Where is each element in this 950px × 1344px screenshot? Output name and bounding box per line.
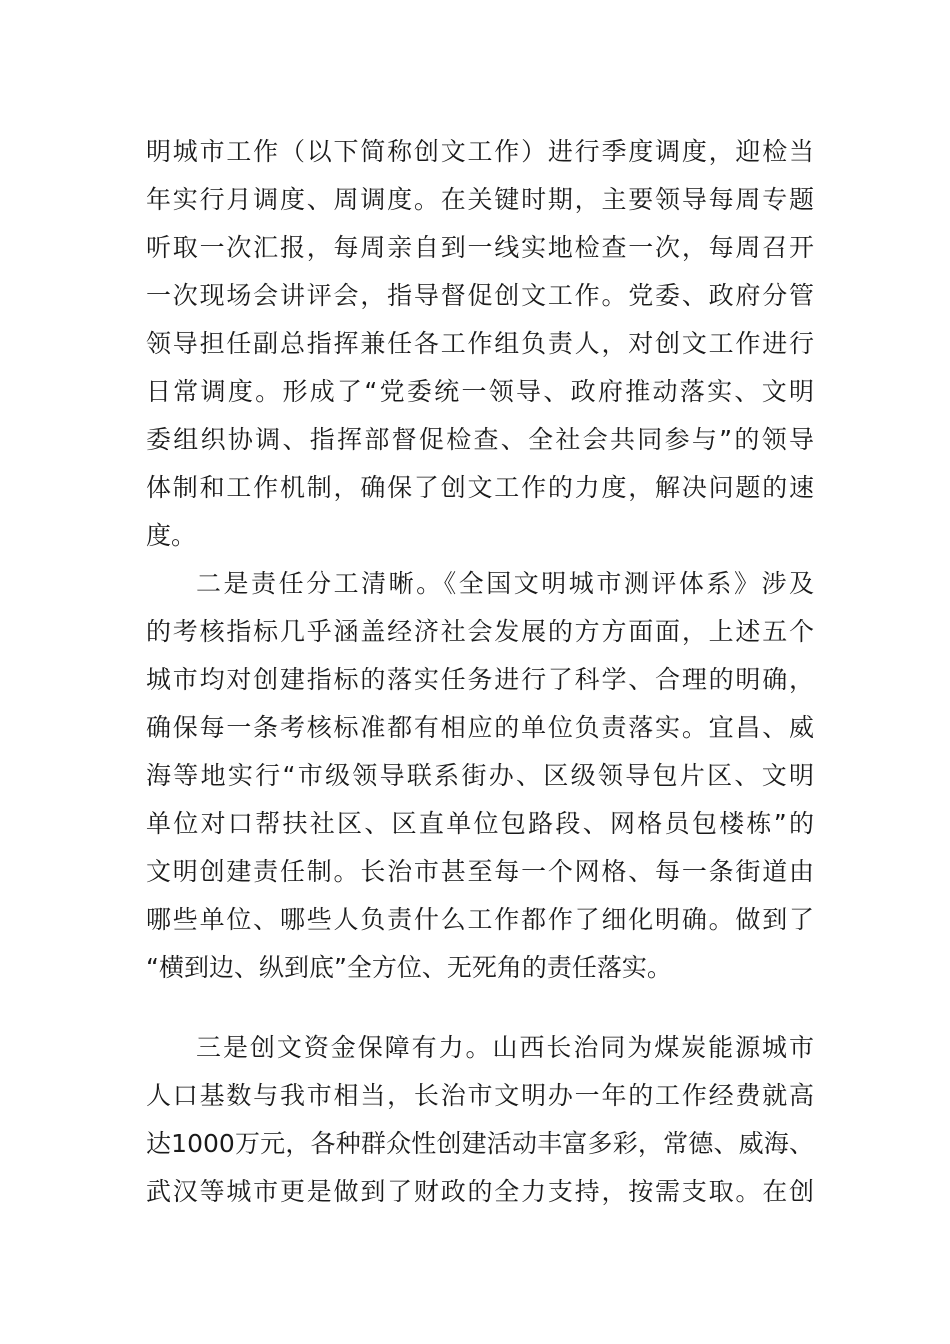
text-line: 明城市工作（以下简称创文工作）进行季度调度，迎检当: [146, 137, 814, 166]
text-line: 单位对口帮扶社区、区直单位包路段、网格员包楼栋”的: [146, 809, 814, 838]
text-line: 年实行月调度、周调度。在关键时期，主要领导每周专题: [146, 185, 814, 214]
text-line: 达1000万元，各种群众性创建活动丰富多彩，常德、威海、: [146, 1129, 814, 1158]
text-line: 一次现场会讲评会，指导督促创文工作。党委、政府分管: [146, 281, 814, 310]
text-line: “横到边、纵到底”全方位、无死角的责任落实。: [146, 953, 672, 982]
text-line: 文明创建责任制。长治市甚至每一个网格、每一条街道由: [146, 857, 814, 886]
text-line: 海等地实行“市级领导联系街办、区级领导包片区、文明: [146, 761, 814, 790]
text-line: 城市均对创建指标的落实任务进行了科学、合理的明确，: [146, 665, 814, 694]
text-line: 领导担任副总指挥兼任各工作组负责人，对创文工作进行: [146, 329, 814, 358]
paragraph-first-line: 三是创文资金保障有力。山西长治同为煤炭能源城市: [196, 1033, 814, 1062]
text-line: 度。: [146, 521, 197, 550]
paragraph-first-line: 二是责任分工清晰。《全国文明城市测评体系》涉及: [196, 569, 814, 598]
text-line: 人口基数与我市相当，长治市文明办一年的工作经费就高: [146, 1081, 814, 1110]
text-line: 的考核指标几乎涵盖经济社会发展的方方面面，上述五个: [146, 617, 814, 646]
text-line: 体制和工作机制，确保了创文工作的力度，解决问题的速: [146, 473, 814, 502]
text-line: 确保每一条考核标准都有相应的单位负责落实。宜昌、威: [146, 713, 814, 742]
text-line: 武汉等城市更是做到了财政的全力支持，按需支取。在创: [146, 1177, 814, 1206]
text-line: 听取一次汇报，每周亲自到一线实地检查一次，每周召开: [146, 233, 814, 262]
text-line: 日常调度。形成了“党委统一领导、政府推动落实、文明: [146, 377, 814, 406]
text-line: 哪些单位、哪些人负责什么工作都作了细化明确。做到了: [146, 905, 814, 934]
text-line: 委组织协调、指挥部督促检查、全社会共同参与”的领导: [146, 425, 814, 454]
